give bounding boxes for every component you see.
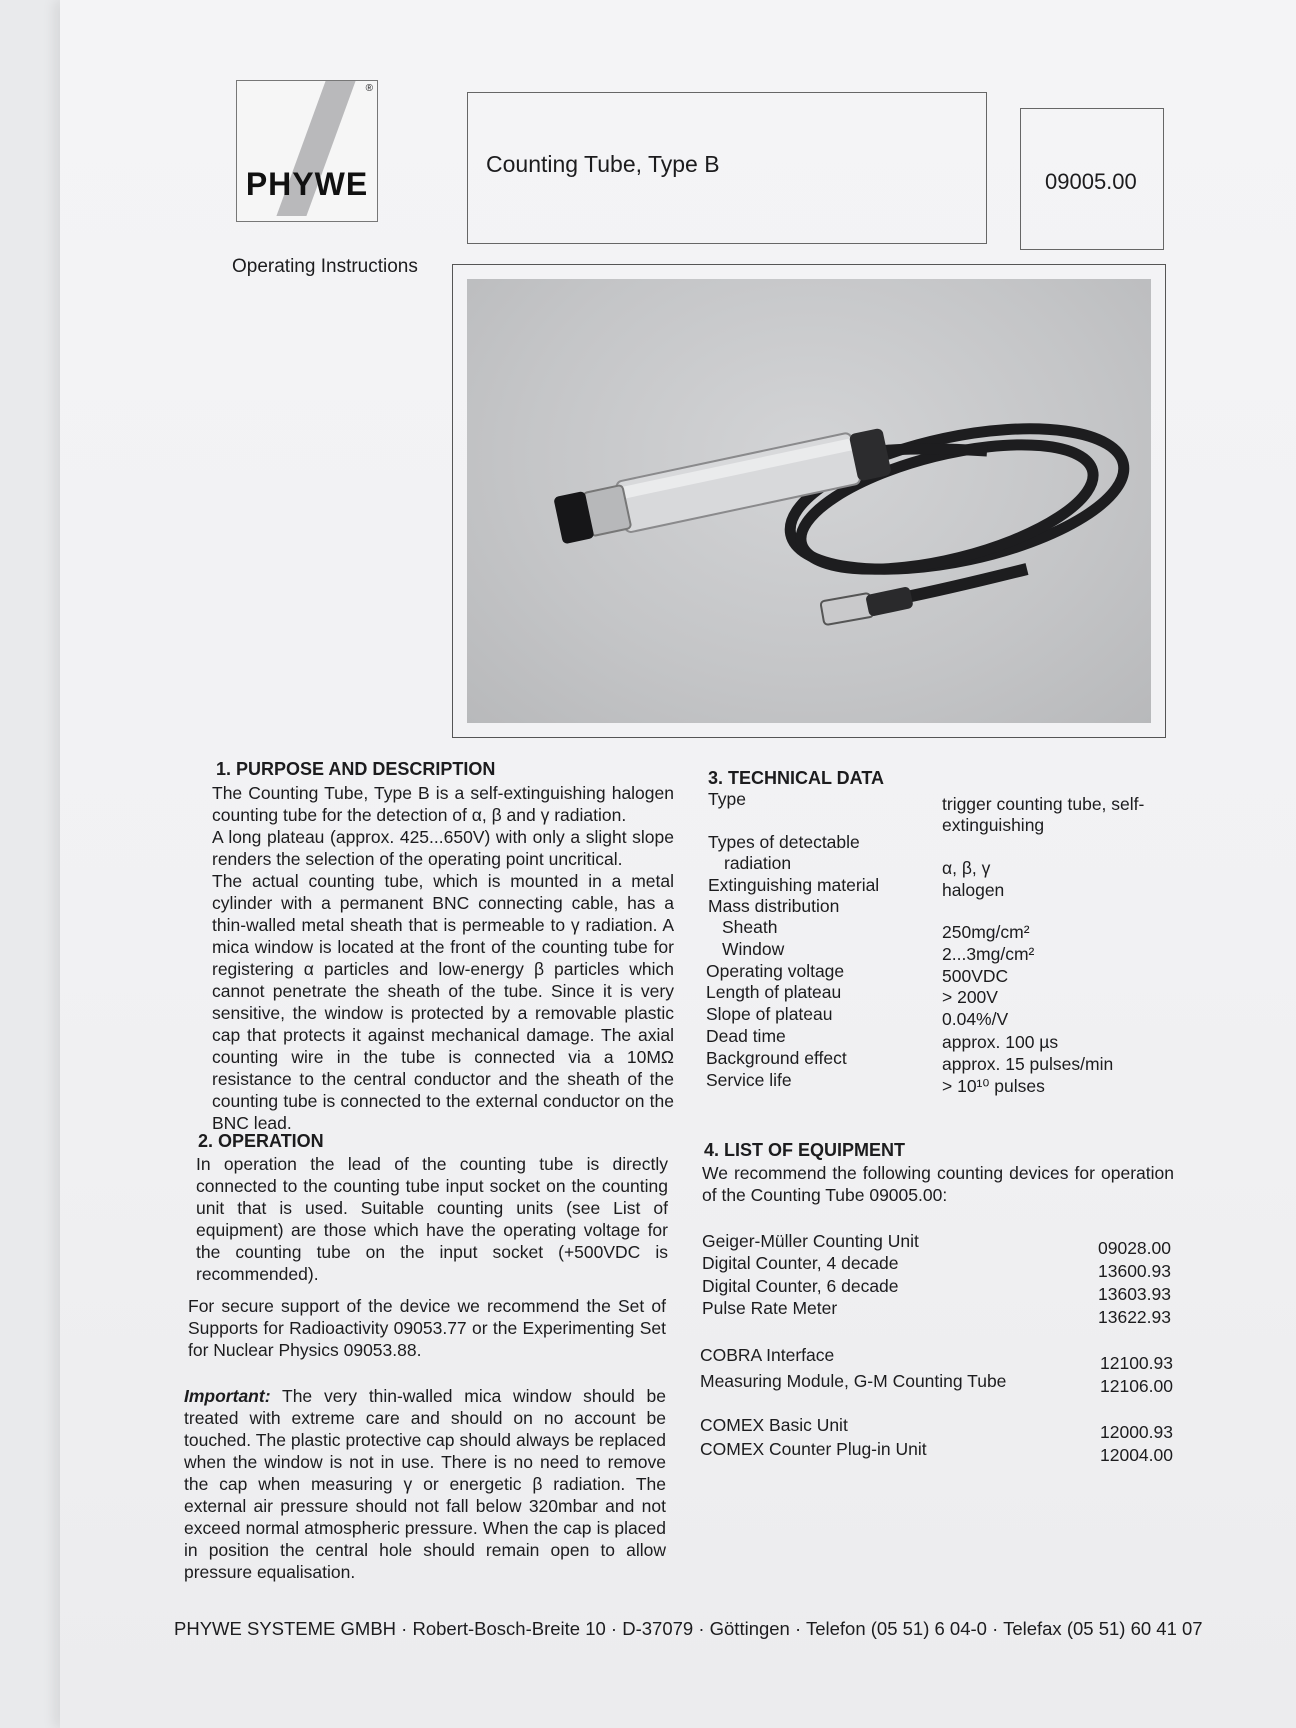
section-2-heading: 2. OPERATION: [198, 1131, 324, 1151]
section-4-intro: We recommend the following counting devices for operation of the Counting Tube 09005.00:: [702, 1163, 1174, 1205]
footer-address: PHYWE SYSTEME GMBH · Robert-Bosch-Breite 10 · D-37079 · Göttingen · Telefon (05 51) 6 04-0 · Telefax (05 51) 60 41 07: [174, 1618, 1203, 1639]
title-box: [467, 92, 987, 244]
order-number: 09005.00: [1045, 169, 1137, 194]
equipment-name: Measuring Module, G-M Counting Tube: [700, 1371, 1007, 1391]
tech-value-background: approx. 15 pulses/min: [942, 1054, 1114, 1074]
equipment-name: COBRA Interface: [700, 1345, 835, 1365]
equipment-name: Pulse Rate Meter: [702, 1298, 838, 1318]
document-title: Counting Tube, Type B: [486, 151, 720, 177]
tech-label-mass: Mass distribution: [708, 896, 840, 916]
equipment-code: 09028.00: [1098, 1238, 1171, 1258]
tech-label-window: Window: [722, 939, 785, 959]
tech-label-type: Type: [708, 789, 746, 809]
section-1-para-2: A long plateau (approx. 425...650V) with only a slight slope renders the selection of the operating point uncritical.: [212, 827, 674, 869]
tech-value-plateau-length: > 200V: [942, 987, 998, 1007]
product-photo-frame: [452, 264, 1166, 738]
product-photo: [467, 279, 1151, 723]
tech-label-dead-time: Dead time: [706, 1026, 786, 1046]
equipment-code: 13622.93: [1098, 1307, 1171, 1327]
section-3-heading: 3. TECHNICAL DATA: [708, 768, 885, 788]
equipment-name: Digital Counter, 6 decade: [702, 1276, 899, 1296]
tech-label-detectable: Types of detectable: [708, 832, 860, 852]
section-1-para-3: The actual counting tube, which is mounted in a metal cylinder with a permanent BNC connecting cable, has a thin-walled metal sheath that is permeable to γ radiation. A mica window is located at the front of the counting tube for registering α particles and low-energy β particles which cannot penetrate the sheath of the tube. Since it is very sensitive, the window is protected by a removable plastic cap that protects it against mechanical damage. The axial counting wire in the tube is connected via a 10MΩ resistance to the central conductor and the sheath of the counting tube is connected to the external conductor on the BNC lead.: [212, 871, 674, 1133]
equipment-code: 13600.93: [1098, 1261, 1171, 1281]
tech-label-background: Background effect: [706, 1048, 847, 1068]
logo-text: PHYWE: [245, 166, 369, 202]
tech-label-plateau-length: Length of plateau: [706, 982, 842, 1002]
section-2-para-1: In operation the lead of the counting tube is directly connected to the counting tube input socket on the counting unit that is used. Suitable counting units (see List of equipment) are those which have the operating voltage for the counting tube on the input socket (+500VDC is recommended).: [196, 1154, 668, 1284]
equipment-name: Geiger-Müller Counting Unit: [702, 1231, 919, 1251]
tech-value-service-life: > 10¹⁰ pulses: [942, 1076, 1045, 1096]
registered-mark: ®: [365, 83, 373, 94]
tech-value-voltage: 500VDC: [942, 966, 1009, 986]
tech-label-plateau-slope: Slope of plateau: [706, 1004, 833, 1024]
section-2-para-3: [184, 1385, 666, 1583]
tech-label-sheath: Sheath: [722, 917, 778, 937]
section-4-heading: 4. LIST OF EQUIPMENT: [704, 1140, 906, 1160]
equipment-name: Digital Counter, 4 decade: [702, 1253, 899, 1273]
equipment-code: 12004.00: [1100, 1445, 1173, 1465]
equipment-code: 13603.93: [1098, 1284, 1171, 1304]
equipment-code: 12100.93: [1100, 1353, 1173, 1373]
phywe-logo: [236, 80, 378, 222]
tech-label-extinguishing: Extinguishing material: [708, 875, 880, 895]
order-number-box: [1020, 108, 1164, 250]
tech-value-dead-time: approx. 100 µs: [942, 1032, 1059, 1052]
section-2-para-2: For secure support of the device we recommend the Set of Supports for Radioactivity 09053.77 or the Experimenting Set for Nuclear Physics 09053.88.: [188, 1296, 666, 1360]
tech-value-extinguishing: halogen: [942, 880, 1005, 900]
tech-value-type: trigger counting tube, self-extinguishing: [942, 794, 1145, 835]
tech-value-sheath: 250mg/cm²: [942, 922, 1030, 942]
equipment-code: 12000.93: [1100, 1422, 1173, 1442]
tech-value-window: 2...3mg/cm²: [942, 944, 1035, 964]
important-text: The very thin-walled mica window should be treated with extreme care and should on no account be touched. The plastic protective cap should always be replaced when the window is not in use. There is no need to remove the cap when measuring γ or energetic β radiation. The external air pressure should not fall below 320mbar and not exceed normal atmospheric pressure. When the cap is placed in position the central hole should remain open to allow pressure equalisation.: [184, 1386, 666, 1582]
tech-value-radiation: α, β, γ: [942, 858, 991, 878]
document-subtitle: Operating Instructions: [232, 256, 418, 277]
section-1-para-1: The Counting Tube, Type B is a self-extinguishing halogen counting tube for the detection of α, β and γ radiation.: [212, 783, 674, 825]
tech-value-plateau-slope: 0.04%/V: [942, 1009, 1009, 1029]
equipment-name: COMEX Counter Plug-in Unit: [700, 1439, 927, 1459]
tech-label-radiation: radiation: [724, 853, 792, 873]
important-label: Important:: [184, 1386, 271, 1406]
section-1-text: [212, 782, 674, 1134]
equipment-code: 12106.00: [1100, 1376, 1173, 1396]
equipment-name: COMEX Basic Unit: [700, 1415, 848, 1435]
tech-label-voltage: Operating voltage: [706, 961, 845, 981]
section-1-heading: 1. PURPOSE AND DESCRIPTION: [216, 759, 496, 779]
tech-label-service-life: Service life: [706, 1070, 792, 1090]
